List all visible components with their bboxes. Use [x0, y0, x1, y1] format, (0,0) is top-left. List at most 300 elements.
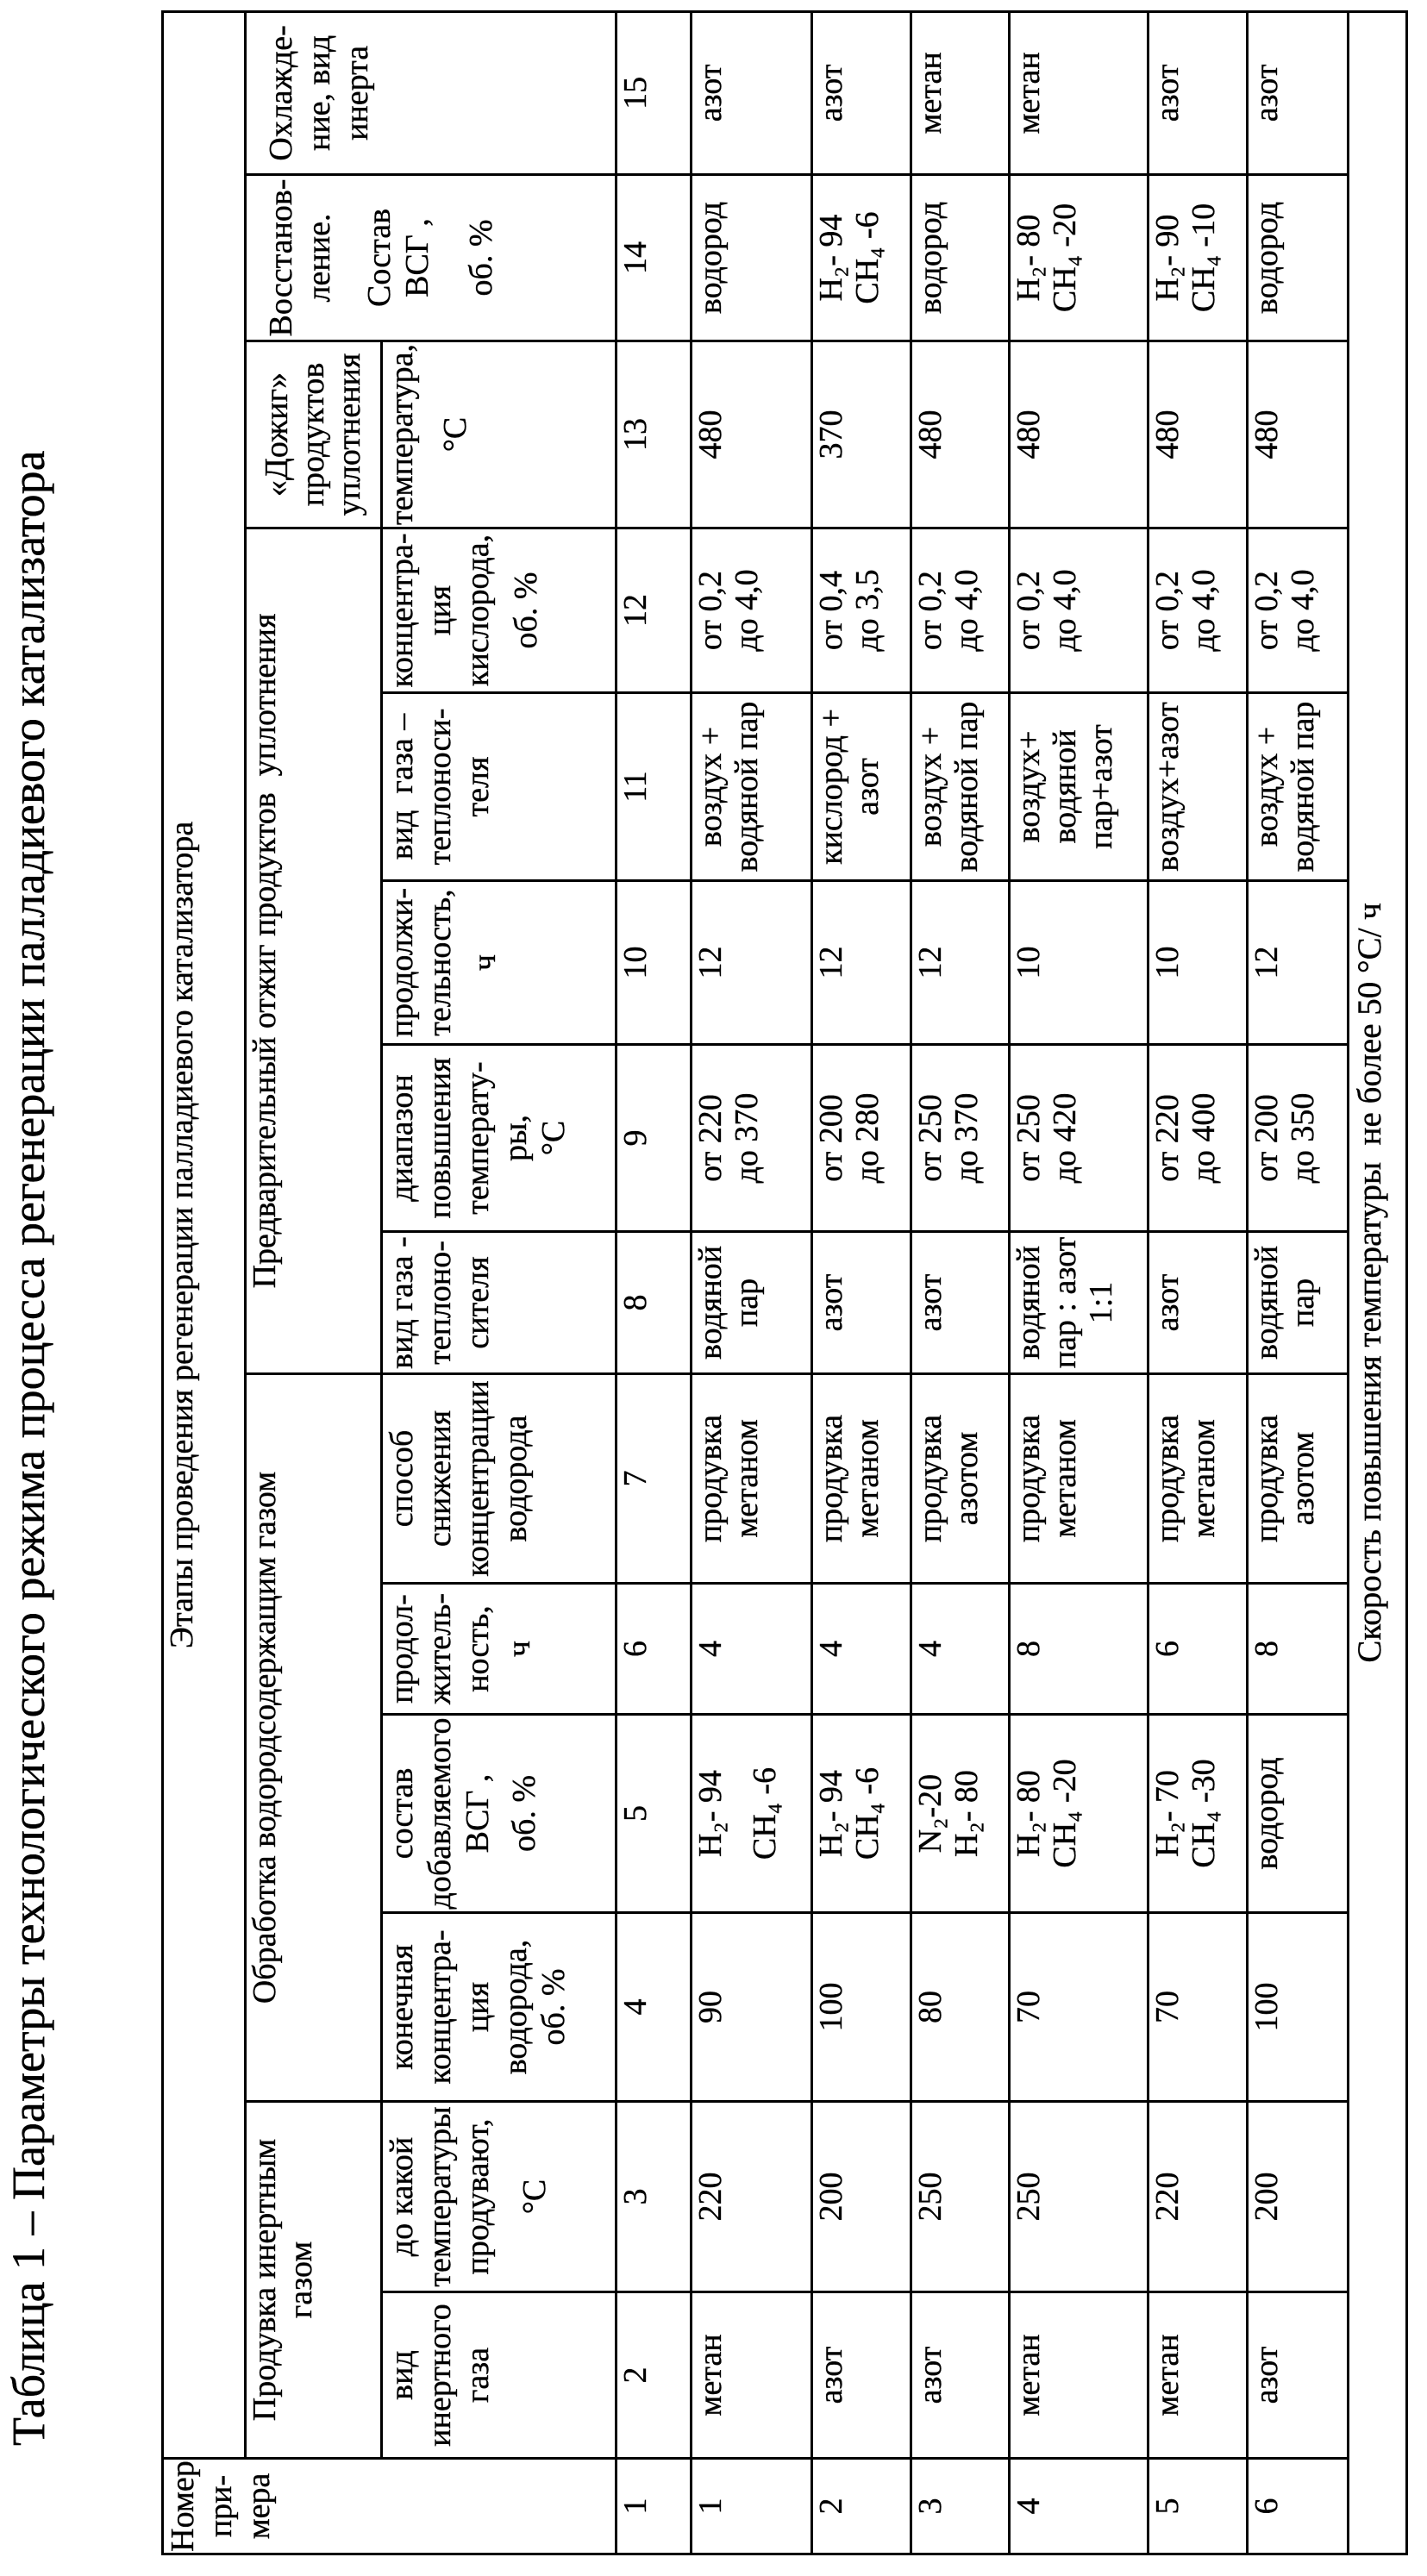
cell-text-line: азотом	[948, 1375, 985, 1582]
cell-text-line: водяной пар	[729, 694, 765, 879]
data-cell	[692, 2292, 812, 2459]
cell-text-line: до какой	[383, 2103, 421, 2291]
data-cell	[1010, 175, 1148, 341]
data-cell	[1148, 1913, 1248, 2102]
data-cell	[692, 2102, 812, 2292]
data-cell	[1248, 11, 1349, 174]
data-cell	[911, 2292, 1010, 2459]
cell-text-line: теплоно-	[421, 1233, 459, 1372]
cell-text-line: водорода,	[497, 1914, 535, 2100]
data-cell	[1248, 1374, 1349, 1584]
cell-text-line: 1	[692, 2460, 729, 2553]
cell-text-line: 100	[813, 1914, 849, 2100]
cell-text-line: Состав	[360, 176, 398, 340]
cell-text-line: воздух+азот	[1149, 694, 1186, 879]
group-header-restoration	[246, 175, 616, 341]
cell-text-line: ч	[500, 1585, 538, 1713]
cell-text-line: H₂- 90	[1149, 176, 1186, 340]
data-cell	[911, 341, 1010, 528]
cell-text-line: азот	[912, 1233, 948, 1372]
cell-text-line: 6	[1249, 2460, 1285, 2553]
data-cell	[1248, 1045, 1349, 1232]
cell-text-line: состав	[383, 1716, 421, 1911]
column-number	[616, 1913, 692, 2102]
example-number-cell	[1148, 2459, 1248, 2554]
cell-text-line: 70	[1011, 1914, 1047, 2100]
cell-text-line: 100	[1249, 1914, 1285, 2100]
table-row	[692, 11, 812, 2554]
cell-text-line: водяной	[1011, 1233, 1047, 1372]
data-cell	[812, 11, 911, 174]
cell-text-line: продолжи-	[383, 882, 421, 1043]
cell-text-line: 370	[813, 342, 849, 527]
cell-text-line: 480	[1249, 342, 1285, 527]
cell-text-line: мера	[240, 2460, 278, 2553]
cell-text-line: 3	[912, 2460, 948, 2553]
cell-text-line: метаном	[1186, 1375, 1222, 1582]
cell-text-line: концентра-	[421, 1914, 459, 2100]
cell-text-line: 5	[1149, 2460, 1186, 2553]
cell-text-line: Предварительный отжиг продуктов уплотнения	[247, 529, 283, 1372]
cell-text-line: водорода	[497, 1375, 535, 1582]
cell-text-line: ность,	[459, 1585, 497, 1713]
cell-text-line: от 200	[1249, 1046, 1285, 1230]
cell-text-line: температуры	[421, 2103, 459, 2291]
cell-text-line: CH₄ -30	[1186, 1716, 1222, 1911]
cell-text-line: 10	[1149, 882, 1186, 1043]
data-cell	[1248, 1584, 1349, 1715]
cell-text-line: °С	[436, 342, 474, 527]
table-row	[1248, 11, 1349, 2554]
data-cell	[812, 881, 911, 1045]
cell-text-line: азот	[1249, 13, 1285, 173]
cell-text-line: 80	[912, 1914, 948, 2100]
cell-text: 14	[617, 176, 654, 340]
cell-text: 15	[617, 13, 654, 173]
cell-text-line: концентра-	[383, 529, 421, 691]
cell-text-line: 6	[1149, 1585, 1186, 1713]
cell-text-line: N₂-20	[912, 1716, 948, 1911]
cell-text-line: продувка	[1011, 1375, 1047, 1582]
cell-text-line: 70	[1149, 1914, 1186, 2100]
column-number	[616, 528, 692, 693]
column-number	[616, 1374, 692, 1584]
data-cell	[1248, 1913, 1349, 2102]
data-cell	[812, 1584, 911, 1715]
cell-text: 2	[617, 2293, 654, 2457]
cell-text-line: ВСГ ,	[398, 176, 436, 340]
cell-text: Скорость повышения температуры не более 50 °С/ ч	[1353, 13, 1387, 2553]
cell-text-line: CH₄ -6	[849, 176, 886, 340]
cell-text-line: 2	[813, 2460, 849, 2553]
data-cell	[1010, 1374, 1148, 1584]
cell-text-line: об. %	[507, 529, 545, 691]
data-cell	[1148, 881, 1248, 1045]
table-row	[911, 11, 1010, 2554]
cell-text-line: вид газа -	[383, 1233, 421, 1372]
data-cell	[911, 693, 1010, 881]
cell-text-line: при-	[202, 2460, 240, 2553]
cell-text-line: до 350	[1285, 1046, 1321, 1230]
data-cell	[692, 1584, 812, 1715]
subheader-13	[382, 341, 616, 528]
data-cell	[812, 2102, 911, 2292]
data-cell	[1010, 341, 1148, 528]
subheader-4	[382, 1913, 616, 2102]
cell-text: 4	[617, 1914, 654, 2100]
cell-text: 9	[617, 1046, 654, 1230]
cell-text-line: 12	[912, 882, 948, 1043]
cell-text-line: от 250	[1011, 1046, 1047, 1230]
column-number	[616, 881, 692, 1045]
column-number	[616, 2292, 692, 2459]
cell-text-line: сителя	[459, 1233, 497, 1372]
cell-text-line: об. %	[535, 1914, 573, 2100]
data-cell	[1148, 2102, 1248, 2292]
data-cell	[692, 175, 812, 341]
cell-text-line: водяной пар	[1285, 694, 1321, 879]
data-cell	[1148, 1374, 1248, 1584]
column-number	[616, 175, 692, 341]
column-number	[616, 1584, 692, 1715]
data-cell	[911, 1715, 1010, 1913]
cell-text-line: 1:1	[1083, 1233, 1119, 1372]
group-header-hydrogen-gas-treatment	[246, 1374, 382, 2102]
cell-text-line: воздух +	[912, 694, 948, 879]
subheader-9	[382, 1045, 616, 1232]
cell-text-line: воздух+	[1011, 694, 1047, 879]
cell-text-line: водород	[1249, 1716, 1285, 1911]
cell-text-line: водяной	[1249, 1233, 1285, 1372]
cell-text-line: пар	[1285, 1233, 1321, 1372]
cell-text-line: от 0,4	[813, 529, 849, 691]
cell-text-line: до 4,0	[1285, 529, 1321, 691]
subheader-7	[382, 1374, 616, 1584]
cell-text-line: до 4,0	[948, 529, 985, 691]
data-cell	[812, 528, 911, 693]
data-cell	[1148, 341, 1248, 528]
cell-text-line: воздух +	[692, 694, 729, 879]
cell-text-line: ВСГ ,	[459, 1716, 497, 1911]
cell-text-line: продуктов	[295, 342, 331, 527]
data-cell	[812, 175, 911, 341]
cell-text-line: до 370	[948, 1046, 985, 1230]
cell-text: 6	[617, 1585, 654, 1713]
cell-text-line: продувка	[692, 1375, 729, 1582]
data-cell	[911, 881, 1010, 1045]
cell-text-line: ч	[466, 882, 504, 1043]
cell-text-line: до 3,5	[849, 529, 886, 691]
data-cell	[812, 341, 911, 528]
data-cell	[1010, 528, 1148, 693]
footnote-row	[1349, 11, 1407, 2554]
cell-text-line: метан	[692, 2293, 729, 2457]
cell-text-line: метан	[1011, 13, 1047, 173]
cell-text-line: продувают,	[459, 2103, 497, 2291]
cell-text-line: H₂- 94	[813, 1716, 849, 1911]
cell-text-line: 4	[912, 1585, 948, 1713]
cell-text-line: ция	[421, 529, 459, 691]
header-example-number	[163, 2459, 616, 2554]
cell-text-line: CH₄ -10	[1186, 176, 1222, 340]
cell-text-line: 480	[1011, 342, 1047, 527]
data-cell	[1010, 693, 1148, 881]
data-cell	[812, 1374, 911, 1584]
cell-text-line: азот	[912, 2293, 948, 2457]
data-cell	[812, 1232, 911, 1374]
cell-text-line: 12	[1249, 882, 1285, 1043]
example-number-cell	[1010, 2459, 1148, 2554]
data-cell	[812, 1913, 911, 2102]
cell-text-line: водяной	[692, 1233, 729, 1372]
data-cell	[911, 528, 1010, 693]
data-cell	[1148, 1584, 1248, 1715]
data-cell	[692, 1374, 812, 1584]
example-number-cell	[692, 2459, 812, 2554]
cell-text-line: пар	[729, 1233, 765, 1372]
cell-text-line: конечная	[383, 1914, 421, 2100]
data-cell	[692, 528, 812, 693]
cell-text-line: от 0,2	[692, 529, 729, 691]
column-number	[616, 2459, 692, 2554]
cell-text-line: метан	[912, 13, 948, 173]
cell-text-line: 12	[692, 882, 729, 1043]
data-cell	[692, 1232, 812, 1374]
subheader-2	[382, 2292, 616, 2459]
data-cell	[1010, 881, 1148, 1045]
data-cell	[1248, 341, 1349, 528]
cell-text: 10	[617, 882, 654, 1043]
cell-text-line: метан	[1149, 2293, 1186, 2457]
cell-text: 13	[617, 342, 654, 527]
cell-text: 11	[617, 694, 654, 879]
cell-text-line: уплотнения	[331, 342, 367, 527]
subheader-3	[382, 2102, 616, 2292]
cell-text-line: способ	[383, 1375, 421, 1582]
data-cell	[911, 1045, 1010, 1232]
cell-text-line: H₂- 80	[1011, 1716, 1047, 1911]
cell-text-line: H₂- 80	[1011, 176, 1047, 340]
cell-text-line: до 370	[729, 1046, 765, 1230]
cell-text-line: H₂- 94	[692, 1716, 729, 1911]
column-number	[616, 1715, 692, 1913]
subheader-5	[382, 1715, 616, 1913]
data-cell	[1148, 528, 1248, 693]
cell-text-line: продувка	[813, 1375, 849, 1582]
data-cell	[1248, 2292, 1349, 2459]
cell-text-line: 8	[1011, 1585, 1047, 1713]
cell-text-line: инерта	[338, 13, 376, 173]
data-cell	[812, 2292, 911, 2459]
column-number	[616, 2102, 692, 2292]
cell-text-line: от 0,2	[1149, 529, 1186, 691]
cell-text-line: Продувка инертным	[247, 2103, 283, 2457]
cell-text-line: 250	[912, 2103, 948, 2291]
cell-text-line: азот	[1149, 13, 1186, 173]
data-cell	[1010, 2102, 1148, 2292]
column-number	[616, 1045, 692, 1232]
cell-text-line: водяной	[1047, 694, 1083, 879]
data-cell	[1248, 1232, 1349, 1374]
cell-text-line: до 4,0	[1186, 529, 1222, 691]
data-cell	[812, 1715, 911, 1913]
cell-text-line: 250	[1011, 2103, 1047, 2291]
data-cell	[911, 1374, 1010, 1584]
cell-text-line: метаном	[1047, 1375, 1083, 1582]
data-cell	[1148, 1715, 1248, 1913]
cell-text-line: азотом	[1285, 1375, 1321, 1582]
cell-text-line: Обработка водородсодержащим газом	[247, 1375, 283, 2100]
cell-text: 1	[617, 2460, 654, 2553]
cell-text-line: Восстанов-	[262, 176, 300, 340]
cell-text-line: 90	[692, 1914, 729, 2100]
cell-text-line: житель-	[421, 1585, 459, 1713]
data-cell	[1010, 11, 1148, 174]
cell-text-line: ние, вид	[300, 13, 338, 173]
cell-text-line: об. %	[505, 1716, 543, 1911]
cell-text-line: 12	[813, 882, 849, 1043]
cell-text-line: Охлажде-	[262, 13, 300, 173]
group-header-preliminary-annealing	[246, 528, 382, 1374]
data-cell	[692, 881, 812, 1045]
cell-text-line: продувка	[1249, 1375, 1285, 1582]
cell-text-line: тельность,	[421, 882, 459, 1043]
subheader-6	[382, 1584, 616, 1715]
cell-text-line: азот	[813, 13, 849, 173]
cell-text-line: 480	[692, 342, 729, 527]
data-cell	[692, 693, 812, 881]
cell-text-line: от 220	[1149, 1046, 1186, 1230]
cell-text-line: кислород +	[813, 694, 849, 879]
cell-text-line: ры,	[497, 1046, 535, 1230]
data-cell	[1010, 2292, 1148, 2459]
cell-text: 3	[617, 2103, 654, 2291]
cell-text-line: 4	[813, 1585, 849, 1713]
cell-text-line: кислорода,	[459, 529, 497, 691]
subheader-10	[382, 881, 616, 1045]
cell-text-line: ция	[459, 1914, 497, 2100]
cell-text-line: газом	[283, 2103, 319, 2457]
column-number	[616, 341, 692, 528]
cell-text: 8	[617, 1233, 654, 1372]
cell-text: 12	[617, 529, 654, 691]
cell-text-line: CH₄ -6	[849, 1716, 886, 1911]
cell-text-line: «Дожиг»	[259, 342, 295, 527]
cell-text-line: пар : азот	[1047, 1233, 1083, 1372]
cell-text-line: продувка	[912, 1375, 948, 1582]
cell-text-line: от 220	[692, 1046, 729, 1230]
footnote	[1349, 11, 1407, 2554]
cell-text-line: от 0,2	[912, 529, 948, 691]
data-cell	[1010, 1584, 1148, 1715]
cell-text-line: CH₄ -20	[1047, 176, 1083, 340]
cell-text-line: теля	[459, 694, 497, 879]
cell-text-line: продол-	[383, 1585, 421, 1713]
data-cell	[1248, 881, 1349, 1045]
group-header-afterburning	[246, 341, 382, 528]
data-cell	[812, 693, 911, 881]
cell-text-line: азот	[813, 2293, 849, 2457]
data-cell	[692, 1913, 812, 2102]
cell-text-line: водяной пар	[948, 694, 985, 879]
column-number	[616, 1232, 692, 1374]
cell-text-line: азот	[1149, 1233, 1186, 1372]
cell-text-line: 8	[1249, 1585, 1285, 1713]
data-cell	[1010, 1715, 1148, 1913]
data-cell	[1148, 1045, 1248, 1232]
cell-text-line: °С	[535, 1046, 573, 1230]
cell-text-line: CH₄ -6	[747, 1716, 783, 1911]
cell-text-line: Номер	[164, 2460, 202, 2553]
data-cell	[1248, 175, 1349, 341]
document-page	[0, 0, 1427, 2576]
cell-text-line: снижения	[421, 1375, 459, 1582]
header-row-stages	[163, 11, 246, 2554]
cell-text-line: водород	[912, 176, 948, 340]
cell-text: Этапы проведения регенерации палладиевого катализатора	[164, 13, 200, 2457]
cell-text-line: 200	[813, 2103, 849, 2291]
data-cell	[692, 1715, 812, 1913]
header-regeneration-stages	[163, 11, 246, 2458]
data-cell	[1148, 11, 1248, 174]
column-number	[616, 11, 692, 174]
cell-text-line: от 250	[912, 1046, 948, 1230]
cell-text-line: теплоноси-	[421, 694, 459, 879]
cell-text-line: температура,	[383, 342, 421, 527]
data-cell	[911, 1913, 1010, 2102]
cell-text-line: метаном	[729, 1375, 765, 1582]
cell-text-line: метаном	[849, 1375, 886, 1582]
cell-text-line: до 420	[1047, 1046, 1083, 1230]
cell-text-line: азот	[1249, 2293, 1285, 2457]
cell-text-line: 200	[1249, 2103, 1285, 2291]
cell-text-line: от 0,2	[1011, 529, 1047, 691]
cell-text-line: от 0,2	[1249, 529, 1285, 691]
cell-text-line: 220	[1149, 2103, 1186, 2291]
cell-text-line: метан	[1011, 2293, 1047, 2457]
column-number	[616, 693, 692, 881]
cell-text: 5	[617, 1716, 654, 1911]
cell-text-line: H₂- 70	[1149, 1716, 1186, 1911]
data-cell	[1248, 528, 1349, 693]
header-row-column-numbers	[616, 11, 692, 2554]
cell-text-line: инертного	[421, 2293, 459, 2457]
regeneration-parameters-table	[161, 10, 1408, 2555]
data-cell	[1248, 1715, 1349, 1913]
cell-text-line: водород	[692, 176, 729, 340]
cell-text-line: азот	[692, 13, 729, 173]
data-cell	[692, 1045, 812, 1232]
example-number-cell	[1248, 2459, 1349, 2554]
cell-text-line: 480	[1149, 342, 1186, 527]
cell-text-line: до 280	[849, 1046, 886, 1230]
data-cell	[911, 1232, 1010, 1374]
cell-text-line: 10	[1011, 882, 1047, 1043]
table-caption: Таблица 1 – Параметры технологического режима процесса регенерации палладиевого катализатора	[3, 450, 54, 2446]
cell-text-line: добавляемого	[421, 1716, 459, 1911]
cell-text-line: 480	[912, 342, 948, 527]
data-cell	[1148, 175, 1248, 341]
cell-text-line: концентрации	[459, 1375, 497, 1582]
subheader-12	[382, 528, 616, 693]
cell-text-line: повышения	[421, 1046, 459, 1230]
data-cell	[1248, 2102, 1349, 2292]
cell-text-line: до 4,0	[729, 529, 765, 691]
cell-text-line: H₂- 94	[813, 176, 849, 340]
table-row	[1010, 11, 1148, 2554]
cell-text-line: CH₄ -20	[1047, 1716, 1083, 1911]
subheader-8	[382, 1232, 616, 1374]
